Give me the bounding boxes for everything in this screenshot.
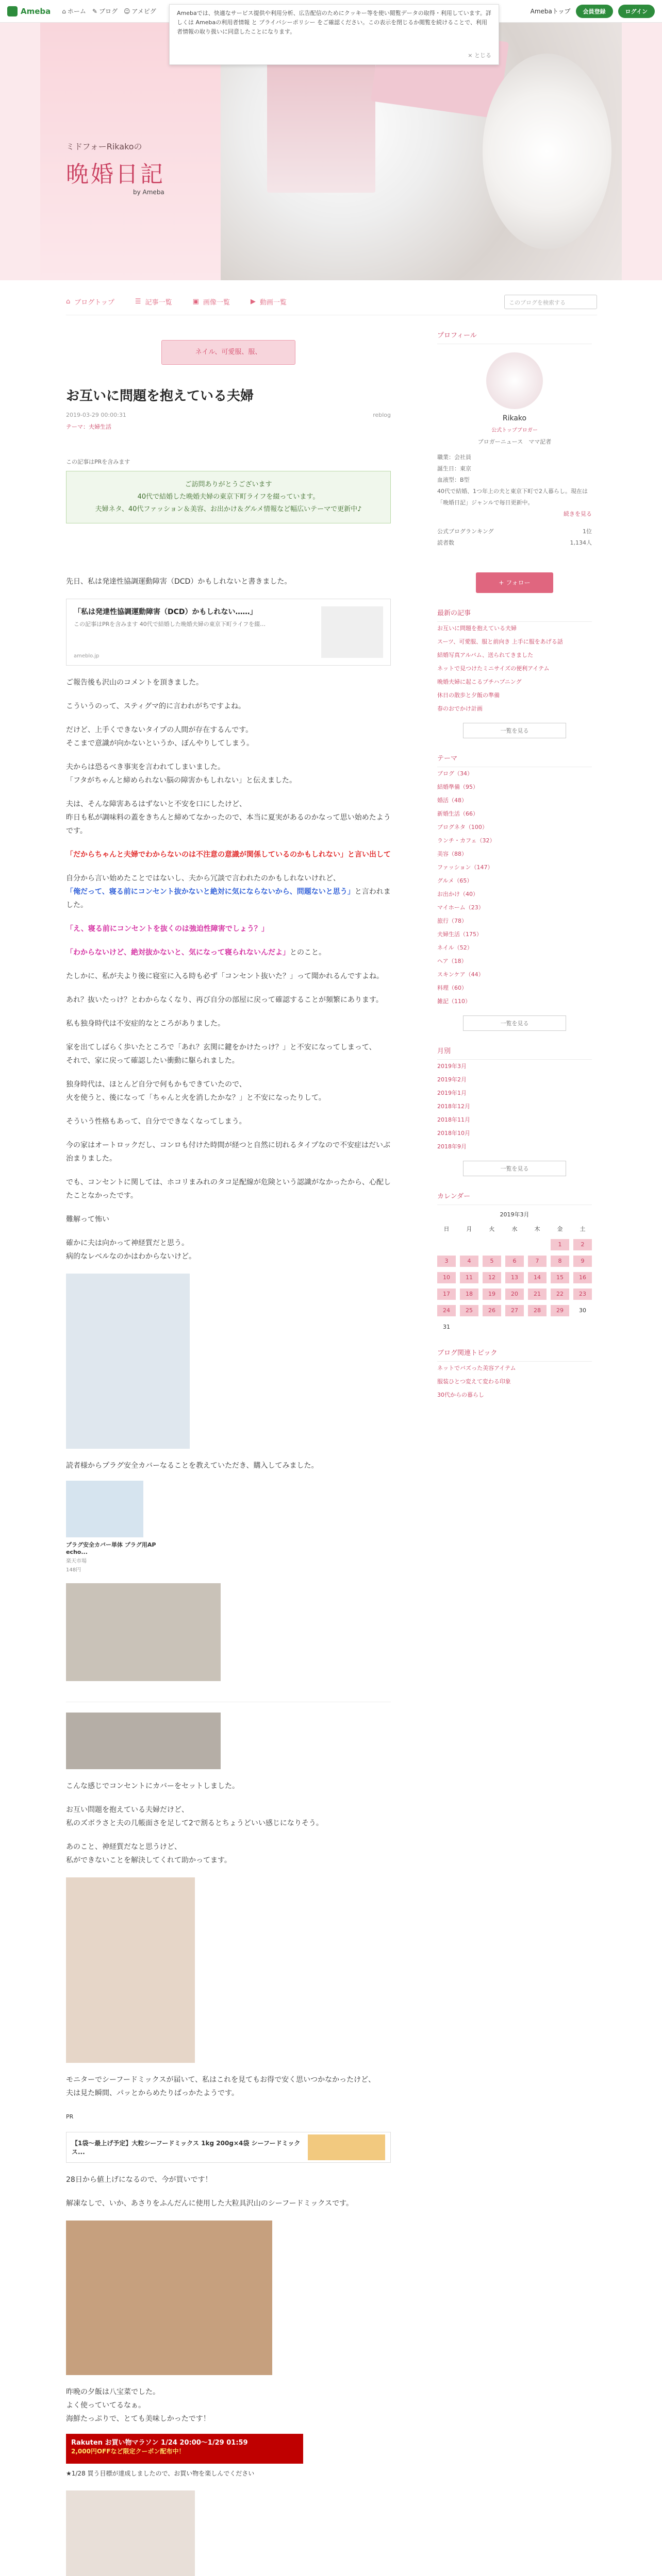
blog-by: by Ameba bbox=[133, 189, 164, 196]
theme-item[interactable]: スキンケア（44） bbox=[437, 971, 484, 978]
theme-item[interactable]: 美容（88） bbox=[437, 851, 467, 857]
theme-title: テーマ bbox=[437, 753, 592, 767]
calendar-day[interactable]: 13 bbox=[505, 1272, 524, 1283]
cookie-notice-close[interactable]: × とじる bbox=[468, 52, 491, 59]
paragraph: あのこと、神経質だなと思うけど、 私ができないことを解決してくれて助かってます。 bbox=[66, 1843, 231, 1865]
calendar-day[interactable]: 23 bbox=[573, 1289, 592, 1300]
blog-subtitle: ミドフォーRikakoの bbox=[66, 142, 142, 151]
archive-item[interactable]: 2018年9月 bbox=[437, 1143, 467, 1150]
theme-item[interactable]: 新婚生活（66） bbox=[437, 810, 478, 817]
calendar-title: カレンダー bbox=[437, 1191, 592, 1205]
list-icon: ☰ bbox=[135, 298, 141, 306]
calendar-day[interactable]: 11 bbox=[460, 1272, 478, 1283]
promo-pill[interactable]: ネイル、可愛服、服、 bbox=[161, 340, 295, 365]
blog-tabs bbox=[66, 289, 597, 315]
paragraph: 難解って怖い bbox=[66, 1215, 109, 1224]
seafood-ad-title: 【1袋～最上げ予定】大粒シーフードミックス 1kg 200g×4袋 シーフードミックス... bbox=[72, 2140, 301, 2156]
flowers-image bbox=[483, 54, 611, 249]
reader-value: 1,134人 bbox=[570, 539, 592, 546]
archive-item[interactable]: 2019年2月 bbox=[437, 1076, 467, 1083]
plug-cover-image[interactable] bbox=[66, 1274, 190, 1449]
archive-item[interactable]: 2019年3月 bbox=[437, 1063, 467, 1070]
ranking-value: 1位 bbox=[583, 528, 592, 535]
link-card-image bbox=[321, 606, 383, 658]
theme-item[interactable]: 婚活（48） bbox=[437, 797, 467, 804]
happosai-image[interactable] bbox=[66, 2221, 272, 2375]
profile-name[interactable]: Rikako bbox=[502, 414, 527, 422]
paragraph: たしかに、私が夫より後に寝室に入る時も必ず「コンセント抜いた？」って聞かれるんですよね。 bbox=[66, 972, 384, 980]
theme-item[interactable]: 結婚準備（95） bbox=[437, 784, 478, 790]
ranking-label[interactable]: 公式ブログランキング bbox=[437, 528, 494, 535]
paragraph: 「わからないけど、絶対抜かないと、気になって寝られないんだよ」とのこと。 bbox=[66, 948, 326, 957]
avatar[interactable] bbox=[486, 352, 543, 409]
outlet-cover-image[interactable] bbox=[66, 1713, 221, 1769]
calendar-day: 30 bbox=[579, 1307, 586, 1314]
tab-blog-top[interactable]: ⌂ ブログトップ bbox=[66, 298, 114, 307]
product-image bbox=[66, 1481, 143, 1537]
weekday: 土 bbox=[580, 1226, 586, 1232]
ameba-logo-icon bbox=[7, 6, 18, 16]
product-price: 148円 bbox=[66, 1567, 81, 1573]
archive-title: 月別 bbox=[437, 1045, 592, 1060]
recent-item[interactable]: 休日の散歩と夕飯の準備 bbox=[437, 692, 500, 699]
welcome-box: ご訪問ありがとうございます 40代で結婚した晩婚夫婦の東京下町ライフを綴っています。 夫婦ネタ、40代ファッション＆美容、お出かけ＆グルメ情報など幅広いテーマで更新中♪ bbox=[66, 471, 391, 523]
pr-tag: PR bbox=[66, 2113, 74, 2120]
article-date: 2019-03-29 00:00:31 bbox=[66, 412, 126, 418]
recent-item[interactable]: 結婚写真アルバム、送られてきました bbox=[437, 652, 534, 658]
calendar-empty bbox=[437, 1239, 456, 1250]
pr-label: この記事はPRを含みます bbox=[66, 459, 130, 465]
calendar-day[interactable]: 28 bbox=[528, 1305, 547, 1316]
reader-label[interactable]: 読者数 bbox=[437, 539, 454, 546]
recent-item[interactable]: 晩婚夫婦に起こるプチハプニング bbox=[437, 679, 522, 685]
product-photo[interactable] bbox=[66, 2490, 195, 2576]
calendar-day[interactable]: 19 bbox=[483, 1289, 501, 1300]
profile-more-link[interactable]: 続きを見る bbox=[564, 511, 592, 517]
paragraph: 私も独身時代は不安症的なところがありました。 bbox=[66, 1020, 225, 1028]
theme-item[interactable]: 雑記（110） bbox=[437, 998, 471, 1005]
article bbox=[66, 330, 391, 2576]
top-nav bbox=[62, 7, 156, 15]
paragraph: 読者様からプラグ安全カバーなることを教えていただき、購入してみました。 bbox=[66, 1462, 319, 1470]
weekday: 木 bbox=[534, 1226, 540, 1232]
theme-item[interactable]: ブログネタ（100） bbox=[437, 824, 488, 831]
related-item[interactable]: 服装ひとつ変えて変わる印象 bbox=[437, 1378, 511, 1385]
calendar-day[interactable]: 1 bbox=[551, 1239, 569, 1250]
paragraph: 夫からは恐るべき事実を言われてしまいました。 「フタがちゃんと締められない脳の障害かもしれない」と伝えました。 bbox=[66, 763, 297, 785]
calendar-day[interactable]: 25 bbox=[460, 1305, 478, 1316]
recent-more-button[interactable]: 一覧を見る bbox=[463, 723, 566, 738]
theme-item[interactable]: 旅行（78） bbox=[437, 918, 467, 924]
archive-item[interactable]: 2018年12月 bbox=[437, 1103, 470, 1110]
highlight-red: 「だからちゃんと夫婦でわからないのは不注意の意識が関係しているのかもしれない」と言い出して bbox=[66, 851, 391, 859]
paragraph: ★1/28 買う目標が達成しましたので、お買い物を楽しんでください bbox=[66, 2470, 255, 2477]
paragraph: 夫は、そんな障害あるはずないと不安を口にしたけど、 昨日も私が調味料の蓋をきちんと締めてなかったので、本当に夏実があるのかなって思い始めたようです。 bbox=[66, 800, 391, 835]
calendar-empty bbox=[483, 1239, 501, 1250]
calendar-day[interactable]: 9 bbox=[573, 1256, 592, 1267]
calendar-day[interactable]: 21 bbox=[528, 1289, 547, 1300]
calendar-day[interactable]: 10 bbox=[437, 1272, 456, 1283]
product-shop: 楽天市場 bbox=[66, 1558, 87, 1564]
paragraph: そういう性格もあって、自分でできなくなってしまう。 bbox=[66, 1117, 246, 1126]
calendar-empty bbox=[460, 1239, 478, 1250]
calendar-day[interactable]: 2 bbox=[573, 1239, 592, 1250]
paragraph: 自分から言い始めたことではないし、夫から冗談で言われたのかもしれないけれど、 「俺だって、寝る前にコンセント抜かないと絶対に気にならないから、問題ないと思う」と言われました。 bbox=[66, 874, 391, 909]
calendar-day[interactable]: 26 bbox=[483, 1305, 501, 1316]
archive-list bbox=[437, 1060, 592, 1154]
article-theme[interactable]: テーマ：夫婦生活 bbox=[66, 423, 111, 430]
link-card[interactable] bbox=[66, 599, 391, 666]
cookie-notice bbox=[169, 4, 499, 65]
tab-article-list[interactable]: ☰ 記事一覧 bbox=[135, 298, 172, 307]
calendar-day[interactable]: 4 bbox=[460, 1256, 478, 1267]
outlet-image[interactable] bbox=[66, 1583, 221, 1681]
paragraph: お互い問題を抱えている夫婦だけど、 私のズボラさと夫の几帳面さを足して2で割るとちょうどいい感じになりそう。 bbox=[66, 1806, 323, 1827]
theme-item[interactable]: ランチ・カフェ（32） bbox=[437, 837, 495, 844]
calendar-empty bbox=[528, 1239, 547, 1250]
link-card-url: ameblo.jp bbox=[74, 653, 100, 659]
paragraph: だけど、上手くできないタイプの人間が存在するんです。 そこまで意識が向かないというか、ぼんやりしてしまう。 bbox=[66, 726, 254, 748]
calendar-day[interactable]: 17 bbox=[437, 1289, 456, 1300]
link-card-title: 「私は発達性協調運動障害（DCD）かもしれない……」 bbox=[74, 608, 257, 616]
tab-image-list[interactable]: ▣ 画像一覧 bbox=[192, 298, 230, 307]
weekday: 金 bbox=[557, 1226, 563, 1232]
product-card[interactable] bbox=[66, 1481, 162, 1573]
register-button[interactable]: 会員登録 bbox=[576, 5, 613, 18]
recent-item[interactable]: ネットで見つけたミニサイズの便利アイテム bbox=[437, 665, 550, 672]
recent-item[interactable]: お互いに問題を抱えている夫婦 bbox=[437, 625, 517, 632]
nav-home[interactable]: ⌂ ホーム bbox=[62, 7, 86, 15]
paragraph: 先日、私は発達性協調運動障害（DCD）かもしれないと書きました。 bbox=[66, 578, 292, 586]
paragraph: でも、コンセントに関しては、ホコリまみれのタコ足配線が危険という認識がなかったから、心配したことなかったです。 bbox=[66, 1178, 391, 1200]
calendar-day[interactable]: 24 bbox=[437, 1305, 456, 1316]
follow-button[interactable]: + フォロー bbox=[476, 572, 553, 593]
theme-item[interactable]: ネイル（52） bbox=[437, 944, 473, 951]
paragraph: 独身時代は、ほとんど自分で何もかもできていたので、 火を使うと、後になって「ちゃんと火を消したかな？」と不安になったりして。 bbox=[66, 1080, 326, 1102]
calendar-grid bbox=[437, 1225, 592, 1233]
related-item[interactable]: 30代からの暮らし bbox=[437, 1392, 484, 1398]
paragraph: 家を出てしばらく歩いたところで「あれ？玄関に鍵をかけたっけ？」と不安になってしまって、 それで、家に戻って確認したい衝動に駆られました。 bbox=[66, 1043, 376, 1065]
nav-pigg[interactable]: ☺ アメピグ bbox=[124, 7, 156, 15]
rakuten-banner[interactable]: Rakuten お買い物マラソン 1/24 20:00～1/29 01:59 2,000円OFFなど限定クーポン配布中！ bbox=[66, 2434, 303, 2464]
paragraph: 昨晩の夕飯は八宝菜でした。 よく使っていてるなぁ。 海鮮たっぷりで、とても美味しかったです！ bbox=[66, 2388, 210, 2423]
calendar-day[interactable]: 22 bbox=[551, 1289, 569, 1300]
image-icon: ▣ bbox=[192, 298, 199, 306]
theme-item[interactable]: ファッション（147） bbox=[437, 864, 493, 871]
related-title: ブログ関連トピック bbox=[437, 1347, 592, 1362]
video-icon: ▶ bbox=[250, 298, 256, 306]
seafood-ad-image bbox=[308, 2134, 385, 2160]
seafood-image[interactable] bbox=[66, 1877, 195, 2063]
ameba-top-link[interactable]: Amebaトップ bbox=[530, 8, 571, 15]
highlight-pink: 「え、寝る前にコンセントを抜くのは強迫性障害でしょう？」 bbox=[66, 925, 269, 933]
paragraph: モニターでシーフードミックスが届いて、私はこれを見てもお得で安く思いつかなかったけど、 夫は見た瞬間、パッとからめたりぱっかたようです。 bbox=[66, 2076, 376, 2097]
nav-blog[interactable]: ✎ ブログ bbox=[92, 7, 118, 15]
calendar-day[interactable]: 3 bbox=[437, 1256, 456, 1267]
blog-search-input[interactable]: このブログを検索する bbox=[504, 295, 597, 309]
calendar-day[interactable]: 5 bbox=[483, 1256, 501, 1267]
blog-title: 晩婚日記 bbox=[66, 161, 165, 188]
archive-item[interactable]: 2018年10月 bbox=[437, 1130, 470, 1137]
archive-item[interactable]: 2018年11月 bbox=[437, 1116, 470, 1123]
paragraph: こんな感じでコンセントにカバーをセットしました。 bbox=[66, 1782, 239, 1790]
recent-item[interactable]: スーツ、可愛服、服と前向き 上手に服をあげる話 bbox=[437, 638, 563, 645]
reblog-button[interactable]: reblog bbox=[373, 412, 391, 418]
calendar-day[interactable]: 8 bbox=[551, 1256, 569, 1267]
highlight-blue: 「俺だって、寝る前にコンセント抜かないと絶対に気にならないから、問題ないと思う」 bbox=[66, 888, 355, 896]
paragraph: 解凍なしで、いか、あさりをふんだんに使用した大粒具沢山のシーフードミックスです。 bbox=[66, 2199, 354, 2208]
calendar-day[interactable]: 14 bbox=[528, 1272, 547, 1283]
paragraph: 確かに夫は向かって神経質だと思う。 病的なレベルなのかはわからないけど。 bbox=[66, 1239, 196, 1261]
theme-more-button[interactable]: 一覧を見る bbox=[463, 1015, 566, 1031]
calendar-day[interactable]: 15 bbox=[551, 1272, 569, 1283]
login-button[interactable]: ログイン bbox=[618, 5, 655, 18]
calendar-days bbox=[437, 1239, 592, 1333]
profile-bio: 職業：会社員 誕生日：東京 血液型：B型 40代で結婚、1つ年上の夫と東京下町で2人暮らし。現在は「晩婚日記」ジャンルで毎日更新中。 bbox=[437, 454, 588, 506]
theme-item[interactable]: ブログ（34） bbox=[437, 770, 473, 777]
weekday: 水 bbox=[511, 1226, 518, 1232]
paragraph: 28日から値上げになるので、今が買いです！ bbox=[66, 2176, 212, 2184]
official-badge: 公式トップブロガー bbox=[491, 428, 538, 433]
calendar-month: 2019年3月 bbox=[500, 1211, 529, 1218]
theme-item[interactable]: お出かけ（40） bbox=[437, 891, 478, 897]
tab-video-list[interactable]: ▶ 動画一覧 bbox=[250, 298, 287, 307]
calendar-day[interactable]: 29 bbox=[551, 1305, 569, 1316]
calendar-day[interactable]: 16 bbox=[573, 1272, 592, 1283]
paragraph: あれ？抜いたっけ？とわからなくなり、再び自分の部屋に戻って確認することが頻繁にあります。 bbox=[66, 996, 383, 1004]
calendar-day[interactable]: 12 bbox=[483, 1272, 501, 1283]
recent-item[interactable]: 春のおでかけ計画 bbox=[437, 705, 483, 712]
calendar-day[interactable]: 18 bbox=[460, 1289, 478, 1300]
theme-list bbox=[437, 767, 592, 1008]
paragraph: こういうのって、スティグマ的に言われがちですよね。 bbox=[66, 702, 246, 710]
calendar-day[interactable]: 6 bbox=[505, 1256, 524, 1267]
weekday: 日 bbox=[443, 1226, 450, 1232]
theme-item[interactable]: 料理（60） bbox=[437, 985, 467, 991]
theme-item[interactable]: 夫婦生活（175） bbox=[437, 931, 482, 938]
article-title[interactable]: お互いに問題を抱えている夫婦 bbox=[66, 388, 254, 404]
recent-list bbox=[437, 622, 592, 716]
calendar-day[interactable]: 20 bbox=[505, 1289, 524, 1300]
product-title: プラグ安全カバー単体 プラグ用AP echo... bbox=[66, 1541, 162, 1555]
calendar-empty bbox=[505, 1239, 524, 1250]
profile-tags[interactable]: ブロガーニュース ママ記者 bbox=[477, 438, 552, 445]
seafood-ad-banner[interactable] bbox=[66, 2132, 391, 2163]
link-card-desc: この記事はPRを含みます 40代で結婚した晩婚夫婦の東京下町ライフを綴… bbox=[74, 621, 266, 628]
theme-item[interactable]: マイホーム（23） bbox=[437, 904, 484, 911]
calendar-day[interactable]: 7 bbox=[528, 1256, 547, 1267]
recent-title: 最新の記事 bbox=[437, 607, 592, 622]
paragraph: ご報告後も沢山のコメントを頂きました。 bbox=[66, 679, 203, 687]
paragraph: 今の家はオートロックだし、コンロも付けた時間が経つと自然に切れるタイプなので不安症はだいぶ治まりました。 bbox=[66, 1141, 391, 1163]
calendar-day: 31 bbox=[443, 1324, 450, 1330]
weekday: 火 bbox=[489, 1226, 495, 1232]
weekday: 月 bbox=[466, 1226, 472, 1232]
home-icon: ⌂ bbox=[66, 298, 71, 306]
sidebar bbox=[437, 330, 592, 1402]
theme-item[interactable]: ヘア（18） bbox=[437, 958, 467, 964]
theme-item[interactable]: グルメ（65） bbox=[437, 877, 473, 884]
cookie-notice-text: Amebaでは、快適なサービス提供や利用分析、広告配信のためにクッキー等を使い閲覧データの取得・利用しています。詳しくは Amebaの利用者情報 と プライバシーポリシー をご確認ください。この表示を閉じるか閲覧を続けることで、利用者情報の取り扱いに同意したことになります。 bbox=[177, 10, 491, 35]
archive-item[interactable]: 2019年1月 bbox=[437, 1090, 467, 1096]
calendar-day[interactable]: 27 bbox=[505, 1305, 524, 1316]
profile-title: プロフィール bbox=[437, 330, 592, 344]
archive-more-button[interactable]: 一覧を見る bbox=[463, 1161, 566, 1176]
related-item[interactable]: ネットでバズった美容アイテム bbox=[437, 1365, 516, 1371]
ameba-logo[interactable]: Ameba bbox=[7, 6, 51, 16]
related-list bbox=[437, 1362, 592, 1402]
